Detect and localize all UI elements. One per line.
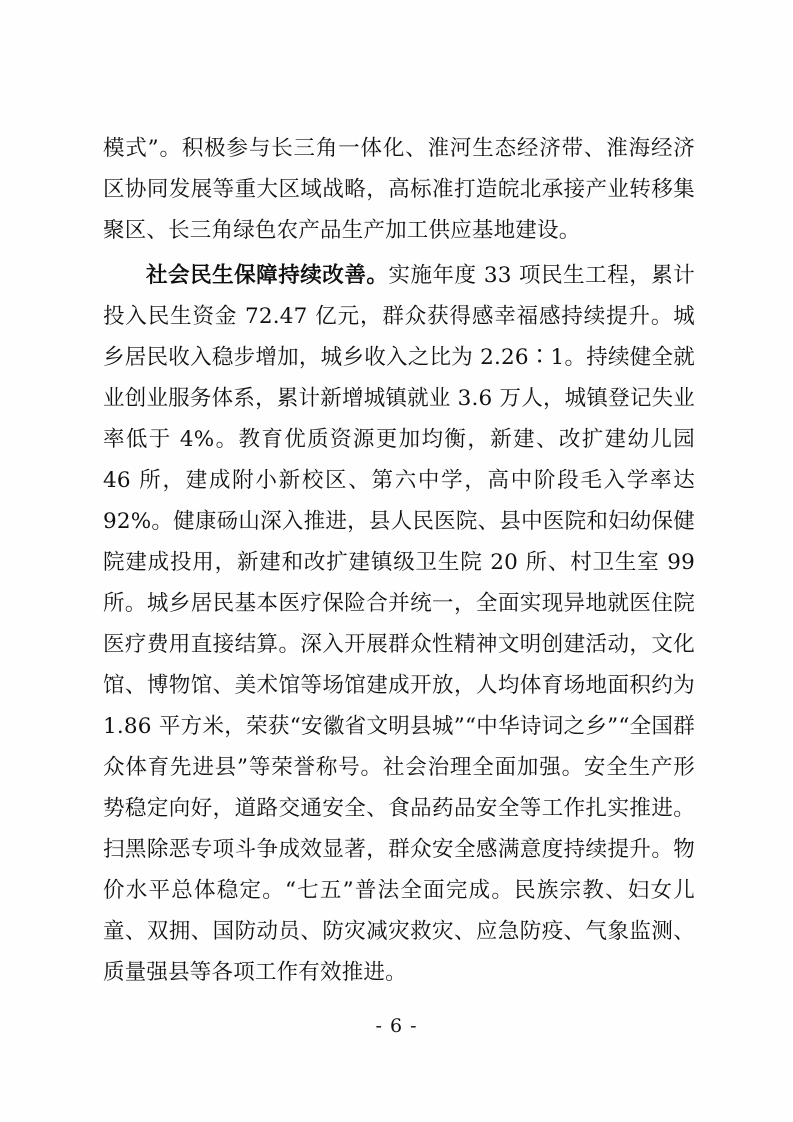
paragraph-social-livelihood-text: 实施年度 33 项民生工程，累计投入民生资金 72.47 亿元，群众获得感幸福感持续提升。城乡居民收入稳步增加，城乡收入之比为 2.26∶1。持续健全就业创业服务体系，累计新增城镇就业 3.6 万人，城镇登记失业率低于 4%。教育优质资源更加均衡，新建、改扩建幼儿园 46 所，建成附小新校区、第六中学，高中阶段毛入学率达 92%。健康砀山深入推进，县人民医院、县中医院和妇幼保健院建成投用，新建和改扩建镇级卫生院 20 所、村卫生室 99 所。城乡居民基本医疗保险合并统一，全面实现异地就医住院医疗费用直接结算。深入开展群众性精神文明创建活动，文化馆、博物馆、美术馆等场馆建成开放，人均体育场地面积约为 1.86 平方米，荣获“安徽省文明县城”“中华诗词之乡”“全国群众体育先进县”等荣誉称号。社会治理全面加强。安全生产形势稳定向好，道路交通安全、食品药品安全等工作扎实推进。扫黑除恶专项斗争成效显著，群众安全感满意度持续提升。物价水平总体稳定。“七五”普法全面完成。民族宗教、妇女儿童、双拥、国防动员、防灾减灾救灾、应急防疫、气象监测、质量强县等各项工作有效推进。 <box>103 263 696 985</box>
page-number: - 6 - <box>375 1015 418 1037</box>
page-body <box>103 128 695 993</box>
paragraph-continued-text: 模式”。积极参与长三角一体化、淮河生态经济带、淮海经济区协同发展等重大区域战略，高标准打造皖北承接产业转移集聚区、长三角绿色农产品生产加工供应基地建设。 <box>103 136 695 243</box>
paragraph-social-livelihood-lead: 社会民生保障持续改善。 <box>146 263 389 288</box>
paragraph-continued <box>103 128 695 251</box>
paragraph-social-livelihood <box>103 255 695 993</box>
